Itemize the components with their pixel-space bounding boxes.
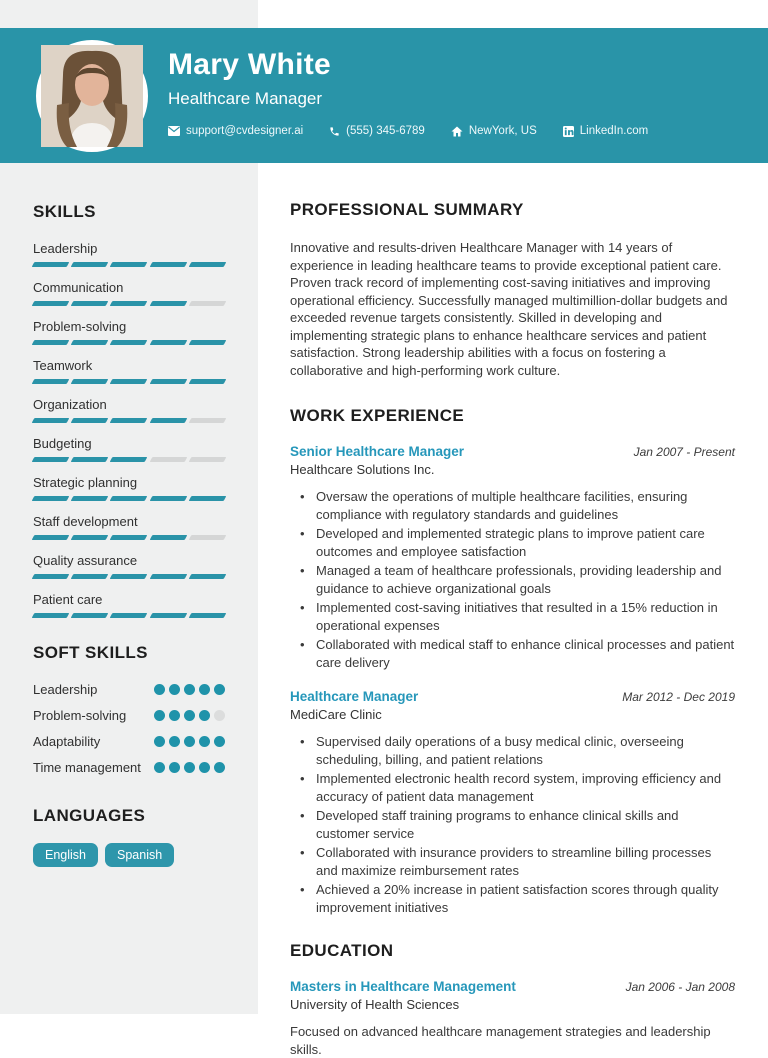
job-dates: Mar 2012 - Dec 2019 bbox=[622, 690, 735, 704]
skill-bar-segment bbox=[32, 379, 70, 384]
skill-level-bar bbox=[33, 457, 225, 462]
skill-bar-segment bbox=[149, 535, 187, 540]
job-bullet: • Implemented cost-saving initiatives that resulted in a 15% reduction in operational expenses bbox=[290, 599, 735, 634]
skill-bar-segment bbox=[32, 535, 70, 540]
skill-bar-segment bbox=[71, 379, 109, 384]
skill-label: Staff development bbox=[33, 514, 138, 529]
language-badge: English bbox=[33, 843, 98, 867]
skill-bar-segment bbox=[110, 496, 148, 501]
level-dot bbox=[154, 710, 165, 721]
education-school: University of Health Sciences bbox=[290, 997, 460, 1012]
soft-skills-heading: SOFT SKILLS bbox=[33, 643, 148, 662]
skill-level-bar bbox=[33, 340, 225, 345]
home-icon bbox=[451, 126, 463, 137]
skill-bar-segment bbox=[149, 418, 187, 423]
education-heading: EDUCATION bbox=[290, 941, 394, 960]
header-text bbox=[168, 48, 748, 137]
skill-bar-segment bbox=[149, 340, 187, 345]
job-company: Healthcare Solutions Inc. bbox=[290, 462, 435, 477]
level-dot bbox=[184, 684, 195, 695]
job-dates: Jan 2007 - Present bbox=[633, 445, 735, 459]
level-dot bbox=[199, 710, 210, 721]
level-dot bbox=[154, 736, 165, 747]
level-dot bbox=[199, 736, 210, 747]
soft-skill-item bbox=[33, 707, 225, 724]
avatar bbox=[36, 40, 148, 152]
level-dot bbox=[214, 710, 225, 721]
skill-bar-segment bbox=[149, 301, 187, 306]
skill-bar-segment bbox=[71, 262, 109, 267]
skill-level-bar bbox=[33, 535, 225, 540]
skill-item bbox=[33, 280, 225, 306]
skill-label: Quality assurance bbox=[33, 553, 138, 568]
soft-skill-dots bbox=[154, 759, 225, 773]
contact-phone: (555) 345-6789 bbox=[329, 125, 425, 137]
skill-label: Strategic planning bbox=[33, 475, 138, 490]
job-company: MediCare Clinic bbox=[290, 707, 382, 722]
skill-bar-segment bbox=[188, 418, 226, 423]
skill-bar-segment bbox=[110, 418, 148, 423]
level-dot bbox=[214, 762, 225, 773]
job-bullet: • Oversaw the operations of multiple healthcare facilities, ensuring compliance with regulatory standards and guidelines bbox=[290, 488, 735, 523]
skill-level-bar bbox=[33, 301, 225, 306]
soft-skills-list bbox=[33, 681, 225, 776]
skill-item bbox=[33, 553, 225, 579]
skill-level-bar bbox=[33, 613, 225, 618]
skill-bar-segment bbox=[110, 379, 148, 384]
job-bullets bbox=[290, 488, 735, 671]
skill-item bbox=[33, 397, 225, 423]
skill-bar-segment bbox=[71, 301, 109, 306]
skill-bar-segment bbox=[188, 574, 226, 579]
skill-label: Problem-solving bbox=[33, 319, 127, 334]
skill-level-bar bbox=[33, 418, 225, 423]
skill-label: Communication bbox=[33, 280, 124, 295]
job-title: Healthcare Manager bbox=[290, 689, 419, 704]
level-dot bbox=[184, 736, 195, 747]
education-dates: Jan 2006 - Jan 2008 bbox=[625, 980, 735, 994]
skill-bar-segment bbox=[188, 496, 226, 501]
education-entry bbox=[290, 979, 735, 1058]
skill-item bbox=[33, 475, 225, 501]
skill-label: Patient care bbox=[33, 592, 103, 607]
skills-list bbox=[33, 241, 225, 618]
skill-item bbox=[33, 514, 225, 540]
soft-skill-label: Adaptability bbox=[33, 734, 101, 749]
skill-bar-segment bbox=[32, 262, 70, 267]
content-columns bbox=[0, 163, 768, 1058]
level-dot bbox=[214, 684, 225, 695]
education-list bbox=[290, 979, 735, 1058]
languages-heading: LANGUAGES bbox=[33, 806, 146, 825]
email-icon bbox=[168, 126, 180, 136]
skill-bar-segment bbox=[71, 535, 109, 540]
job-bullet: • Managed a team of healthcare professionals, providing leadership and guidance to achieve organizational goals bbox=[290, 562, 735, 597]
summary-heading: PROFESSIONAL SUMMARY bbox=[290, 200, 524, 219]
job-bullets bbox=[290, 733, 735, 916]
skill-item bbox=[33, 319, 225, 345]
job-header bbox=[290, 444, 735, 459]
skill-bar-segment bbox=[149, 457, 187, 462]
skill-bar-segment bbox=[32, 613, 70, 618]
avatar-photo bbox=[41, 45, 143, 147]
skills-heading: SKILLS bbox=[33, 202, 96, 221]
skill-label: Teamwork bbox=[33, 358, 93, 373]
soft-skill-label: Leadership bbox=[33, 682, 98, 697]
skill-bar-segment bbox=[71, 613, 109, 618]
job-title: Senior Healthcare Manager bbox=[290, 444, 465, 459]
skill-level-bar bbox=[33, 574, 225, 579]
job-bullet: • Developed and implemented strategic plans to improve patient care outcomes and employee satisfaction bbox=[290, 525, 735, 560]
education-degree: Masters in Healthcare Management bbox=[290, 979, 516, 994]
skill-label: Leadership bbox=[33, 241, 98, 256]
soft-skill-dots bbox=[154, 681, 225, 695]
skill-level-bar bbox=[33, 496, 225, 501]
phone-icon bbox=[329, 126, 340, 137]
soft-skill-item bbox=[33, 681, 225, 698]
skill-bar-segment bbox=[188, 613, 226, 618]
skill-bar-segment bbox=[110, 457, 148, 462]
skill-bar-segment bbox=[71, 574, 109, 579]
skill-bar-segment bbox=[188, 340, 226, 345]
skill-bar-segment bbox=[149, 262, 187, 267]
skill-level-bar bbox=[33, 262, 225, 267]
contact-email: support@cvdesigner.ai bbox=[168, 125, 303, 137]
skill-bar-segment bbox=[110, 535, 148, 540]
skill-bar-segment bbox=[149, 613, 187, 618]
level-dot bbox=[199, 684, 210, 695]
job-bullet: • Collaborated with insurance providers to streamline billing processes and maximize reimbursement rates bbox=[290, 844, 735, 879]
education-description: Focused on advanced healthcare management strategies and leadership skills. bbox=[290, 1024, 711, 1057]
skill-bar-segment bbox=[71, 457, 109, 462]
level-dot bbox=[199, 762, 210, 773]
left-column bbox=[0, 163, 258, 1058]
soft-skill-label: Time management bbox=[33, 760, 141, 775]
level-dot bbox=[154, 762, 165, 773]
level-dot bbox=[169, 710, 180, 721]
skill-label: Organization bbox=[33, 397, 107, 412]
skill-bar-segment bbox=[149, 574, 187, 579]
job-bullet: • Supervised daily operations of a busy medical clinic, overseeing scheduling, billing, and patient relations bbox=[290, 733, 735, 768]
skill-item bbox=[33, 592, 225, 618]
job-bullet: • Collaborated with medical staff to enhance clinical processes and patient care delivery bbox=[290, 636, 735, 671]
skill-bar-segment bbox=[188, 457, 226, 462]
contact-location: NewYork, US bbox=[451, 125, 537, 137]
job-entry bbox=[290, 444, 735, 671]
job-bullet: • Developed staff training programs to enhance clinical skills and customer service bbox=[290, 807, 735, 842]
person-name: Mary White bbox=[168, 48, 332, 81]
level-dot bbox=[184, 762, 195, 773]
job-bullet: • Achieved a 20% increase in patient satisfaction scores through quality improvement initiatives bbox=[290, 881, 735, 916]
skill-bar-segment bbox=[32, 418, 70, 423]
skill-bar-segment bbox=[71, 340, 109, 345]
experience-heading: WORK EXPERIENCE bbox=[290, 406, 465, 425]
job-bullet: • Implemented electronic health record system, improving efficiency and accuracy of patient data management bbox=[290, 770, 735, 805]
contact-linkedin: LinkedIn.com bbox=[563, 125, 648, 137]
skill-item bbox=[33, 436, 225, 462]
skill-bar-segment bbox=[32, 496, 70, 501]
soft-skill-item bbox=[33, 759, 225, 776]
skill-bar-segment bbox=[110, 301, 148, 306]
skill-bar-segment bbox=[32, 457, 70, 462]
jobs-list bbox=[290, 444, 735, 916]
skill-bar-segment bbox=[71, 418, 109, 423]
skill-level-bar bbox=[33, 379, 225, 384]
skill-bar-segment bbox=[149, 379, 187, 384]
skill-bar-segment bbox=[32, 340, 70, 345]
level-dot bbox=[154, 684, 165, 695]
right-column bbox=[258, 163, 768, 1058]
level-dot bbox=[169, 684, 180, 695]
language-badge: Spanish bbox=[105, 843, 174, 867]
header-banner bbox=[0, 28, 768, 163]
contact-row bbox=[168, 125, 748, 137]
person-title: Healthcare Manager bbox=[168, 89, 323, 108]
skill-item bbox=[33, 358, 225, 384]
soft-skill-dots bbox=[154, 733, 225, 747]
soft-skill-item bbox=[33, 733, 225, 750]
skill-label: Budgeting bbox=[33, 436, 92, 451]
job-entry bbox=[290, 689, 735, 916]
skill-bar-segment bbox=[188, 301, 226, 306]
skill-bar-segment bbox=[71, 496, 109, 501]
languages-list bbox=[33, 843, 225, 867]
soft-skill-label: Problem-solving bbox=[33, 708, 127, 723]
skill-bar-segment bbox=[188, 379, 226, 384]
skill-bar-segment bbox=[32, 301, 70, 306]
skill-bar-segment bbox=[188, 262, 226, 267]
skill-bar-segment bbox=[32, 574, 70, 579]
level-dot bbox=[214, 736, 225, 747]
linkedin-icon bbox=[563, 126, 574, 137]
skill-bar-segment bbox=[188, 535, 226, 540]
level-dot bbox=[184, 710, 195, 721]
skill-bar-segment bbox=[110, 262, 148, 267]
skill-bar-segment bbox=[110, 574, 148, 579]
level-dot bbox=[169, 736, 180, 747]
summary-text: Innovative and results-driven Healthcare Manager with 14 years of experience in leading healthcare teams to provide exceptional patient care. Proven track record of implementing cost-saving initiatives and improving operational efficiency. Successfully managed multimillion-dollar budgets and exceeded revenue targets consistently. Skilled in developing and implementing strategic plans to enhance healthcare services and patient satisfaction. Strong leadership abilities with a focus on fostering a collaborative and high-performing work culture. bbox=[290, 240, 728, 378]
education-header bbox=[290, 979, 735, 994]
level-dot bbox=[169, 762, 180, 773]
job-header bbox=[290, 689, 735, 704]
skill-bar-segment bbox=[149, 496, 187, 501]
soft-skill-dots bbox=[154, 707, 225, 721]
skill-bar-segment bbox=[110, 613, 148, 618]
skill-bar-segment bbox=[110, 340, 148, 345]
skill-item bbox=[33, 241, 225, 267]
